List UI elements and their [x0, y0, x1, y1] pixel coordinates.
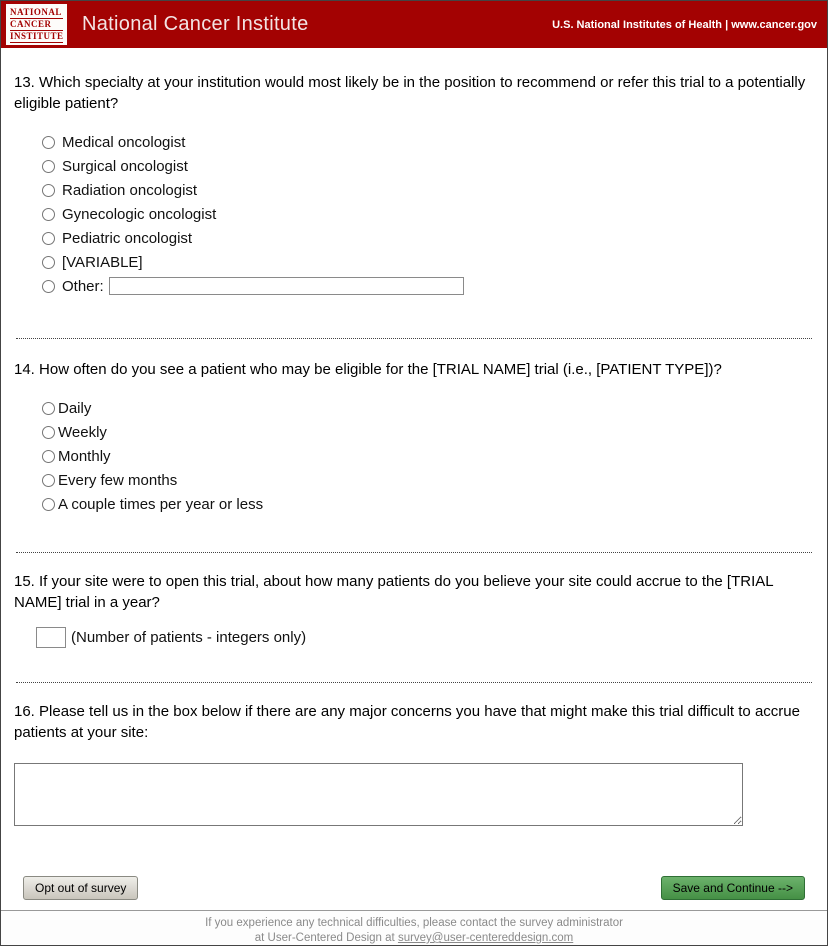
q14-option-daily[interactable]: [42, 396, 814, 420]
radio-button[interactable]: [42, 280, 55, 293]
option-label: [VARIABLE]: [62, 253, 143, 271]
option-label: Pediatric oncologist: [62, 229, 193, 247]
banner-right-text: U.S. National Institutes of Health | www.cancer.gov: [552, 18, 817, 31]
concerns-textarea[interactable]: [14, 763, 743, 826]
question-13-options: [42, 130, 814, 298]
radio-button[interactable]: [42, 426, 55, 439]
q14-option-every-few-months[interactable]: [42, 468, 814, 492]
option-label: Daily: [58, 399, 92, 417]
other-specialty-input[interactable]: [109, 277, 464, 295]
nci-logo-line2: CANCER: [10, 19, 63, 31]
option-label: Other:: [62, 277, 104, 295]
save-and-continue-button[interactable]: Save and Continue -->: [661, 876, 805, 900]
radio-button[interactable]: [42, 160, 55, 173]
q13-option-other[interactable]: [42, 274, 814, 298]
radio-button[interactable]: [42, 232, 55, 245]
option-label: Surgical oncologist: [62, 157, 188, 175]
question-15-answer-row: [36, 627, 814, 648]
nci-banner: [1, 1, 827, 48]
nci-logo: [6, 4, 67, 45]
option-label: Radiation oncologist: [62, 181, 198, 199]
banner-title: National Cancer Institute: [82, 13, 309, 35]
q13-option-medical-oncologist[interactable]: [42, 130, 814, 154]
footer-line1: If you experience any technical difficulties, please contact the survey administrator: [205, 917, 623, 929]
question-14-options: [42, 396, 814, 516]
question-15-text: 15. If your site were to open this trial, about how many patients do you believe your site could accrue to the [TRIAL NAME] trial in a year?: [14, 573, 774, 611]
patient-count-input[interactable]: [36, 627, 66, 648]
q13-option-radiation-oncologist[interactable]: [42, 178, 814, 202]
option-label: Gynecologic oncologist: [62, 205, 217, 223]
radio-button[interactable]: [42, 184, 55, 197]
dotted-separator: [16, 682, 812, 683]
dotted-separator: [16, 552, 812, 553]
footer-line2: [1, 931, 827, 946]
radio-button[interactable]: [42, 208, 55, 221]
option-label: Every few months: [58, 471, 178, 489]
radio-button[interactable]: [42, 498, 55, 511]
dotted-separator: [16, 338, 812, 339]
q14-option-weekly[interactable]: [42, 420, 814, 444]
radio-button[interactable]: [42, 136, 55, 149]
support-email-link[interactable]: survey@user-centereddesign.com: [397, 932, 574, 944]
opt-out-button[interactable]: Opt out of survey: [23, 876, 138, 900]
q14-option-couple-times-per-year[interactable]: [42, 492, 814, 516]
nci-logo-line3: INSTITUTE: [10, 31, 64, 41]
footer-line2-text: at User-Centered Design at: [254, 932, 398, 944]
q13-option-variable[interactable]: [42, 250, 814, 274]
q14-option-monthly[interactable]: [42, 444, 814, 468]
q13-option-surgical-oncologist[interactable]: [42, 154, 814, 178]
action-buttons-row: [14, 876, 814, 900]
q13-option-pediatric-oncologist[interactable]: [42, 226, 814, 250]
question-13-text: 13. Which specialty at your institution would most likely be in the position to recommend or refer this trial to a potentially eligible patient?: [14, 74, 806, 112]
option-label: Monthly: [58, 447, 111, 465]
radio-button[interactable]: [42, 474, 55, 487]
option-label: Weekly: [58, 423, 107, 441]
radio-button[interactable]: [42, 402, 55, 415]
q13-option-gynecologic-oncologist[interactable]: [42, 202, 814, 226]
option-label: A couple times per year or less: [58, 495, 264, 513]
patient-count-label: (Number of patients - integers only): [71, 629, 307, 646]
question-16-text: 16. Please tell us in the box below if there are any major concerns you have that might make this trial difficult to accrue patients at your site:: [14, 703, 800, 741]
footer: [1, 910, 827, 946]
nci-logo-line1: NATIONAL: [10, 7, 62, 17]
radio-button[interactable]: [42, 256, 55, 269]
radio-button[interactable]: [42, 450, 55, 463]
question-14-text: 14. How often do you see a patient who may be eligible for the [TRIAL NAME] trial (i.e., [PATIENT TYPE])?: [14, 361, 722, 378]
survey-body: [1, 48, 827, 900]
option-label: Medical oncologist: [62, 133, 186, 151]
